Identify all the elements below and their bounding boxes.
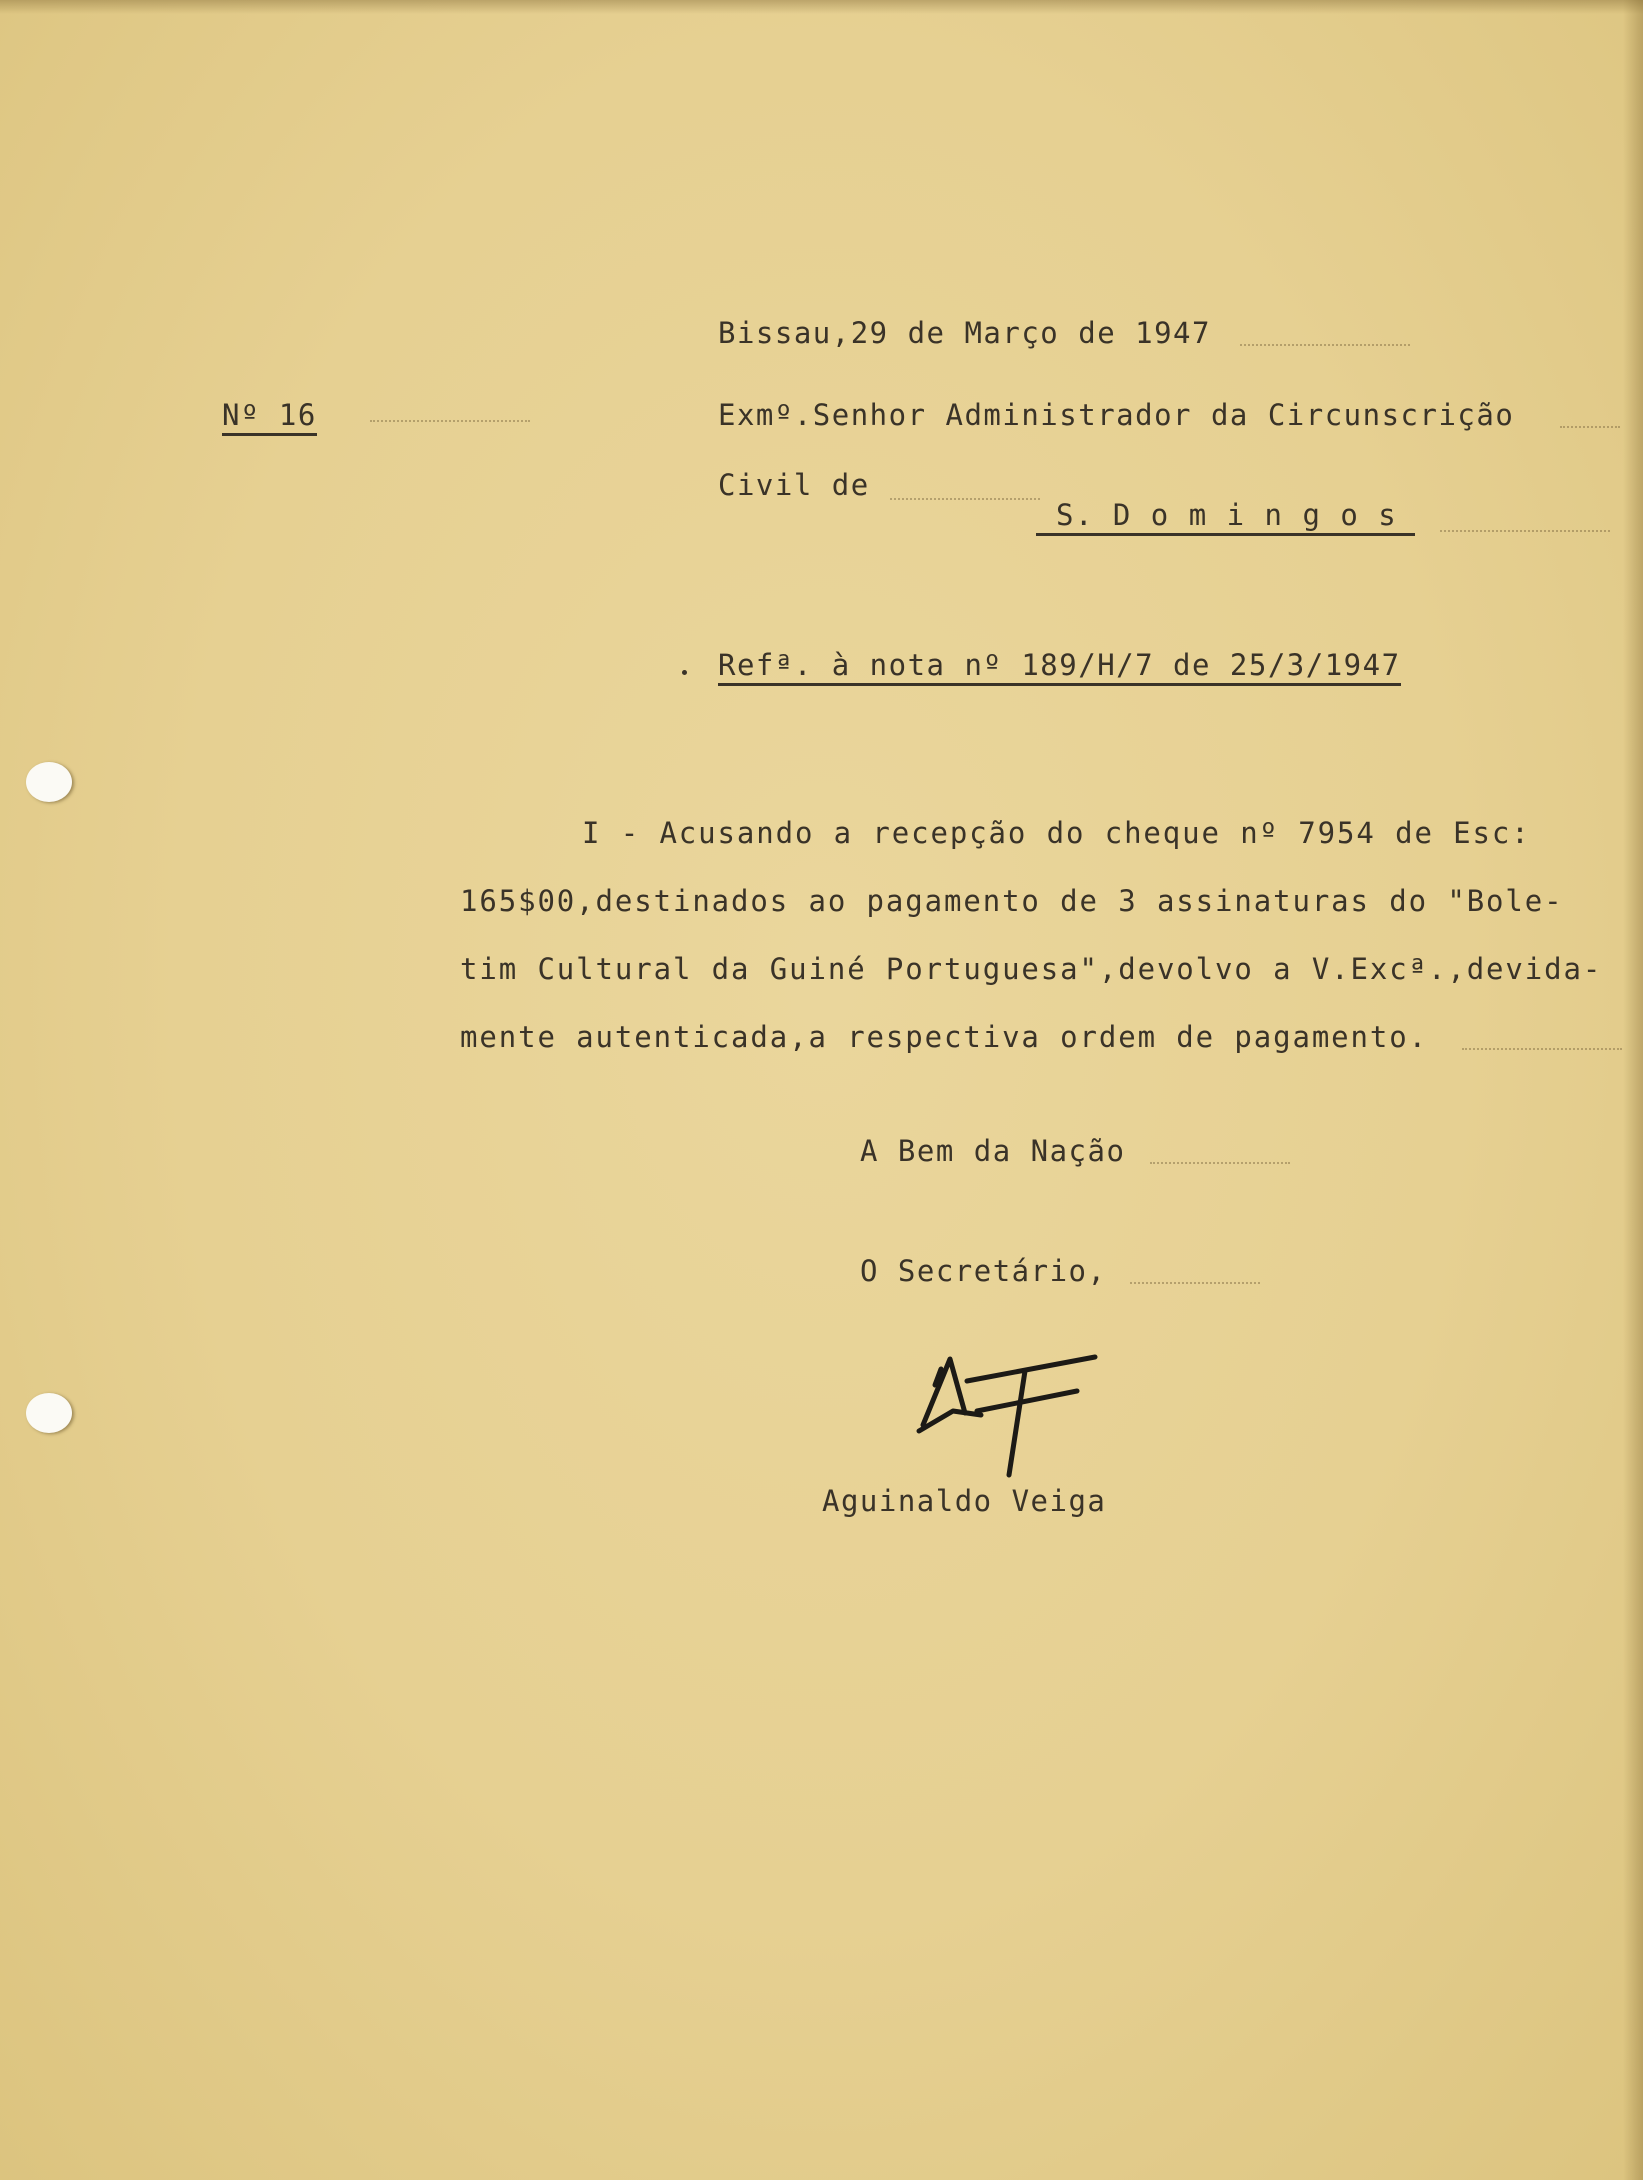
body-line-4: mente autenticada,a respectiva ordem de pagamento. — [460, 1020, 1428, 1054]
guide-line — [890, 498, 1040, 500]
page-top-shadow — [0, 0, 1643, 14]
document-number: Nº 16 — [222, 398, 317, 436]
addressee-line-2: Civil de — [718, 468, 870, 502]
punch-hole-icon — [26, 762, 72, 802]
place-date: Bissau,29 de Março de 1947 — [718, 316, 1211, 350]
guide-line — [1130, 1282, 1260, 1284]
punch-hole-icon — [26, 1393, 72, 1433]
guide-line — [1150, 1162, 1290, 1164]
signatory-name: Aguinaldo Veiga — [822, 1484, 1107, 1518]
guide-line — [1440, 530, 1610, 532]
addressee-line-1: Exmº.Senhor Administrador da Circunscrição — [718, 398, 1515, 432]
signatory-title: O Secretário, — [860, 1254, 1107, 1288]
body-line-1: I - Acusando a recepção do cheque nº 7954 de Esc: — [582, 816, 1531, 850]
reference-bullet — [682, 670, 687, 675]
reference-line: Refª. à nota nº 189/H/7 de 25/3/1947 — [718, 648, 1401, 686]
guide-line — [1462, 1048, 1622, 1050]
guide-line — [1240, 344, 1410, 346]
page-edge-shadow — [1623, 0, 1643, 2180]
body-line-2: 165$00,destinados ao pagamento de 3 assinaturas do "Bole- — [460, 884, 1564, 918]
closing-salutation: A Bem da Nação — [860, 1134, 1126, 1168]
body-line-3: tim Cultural da Guiné Portuguesa",devolvo a V.Excª.,devida- — [460, 952, 1603, 986]
guide-line — [1560, 426, 1620, 428]
guide-line — [370, 420, 530, 422]
handwritten-signature — [905, 1345, 1105, 1485]
district-name: S. D o m i n g o s — [1036, 498, 1415, 536]
